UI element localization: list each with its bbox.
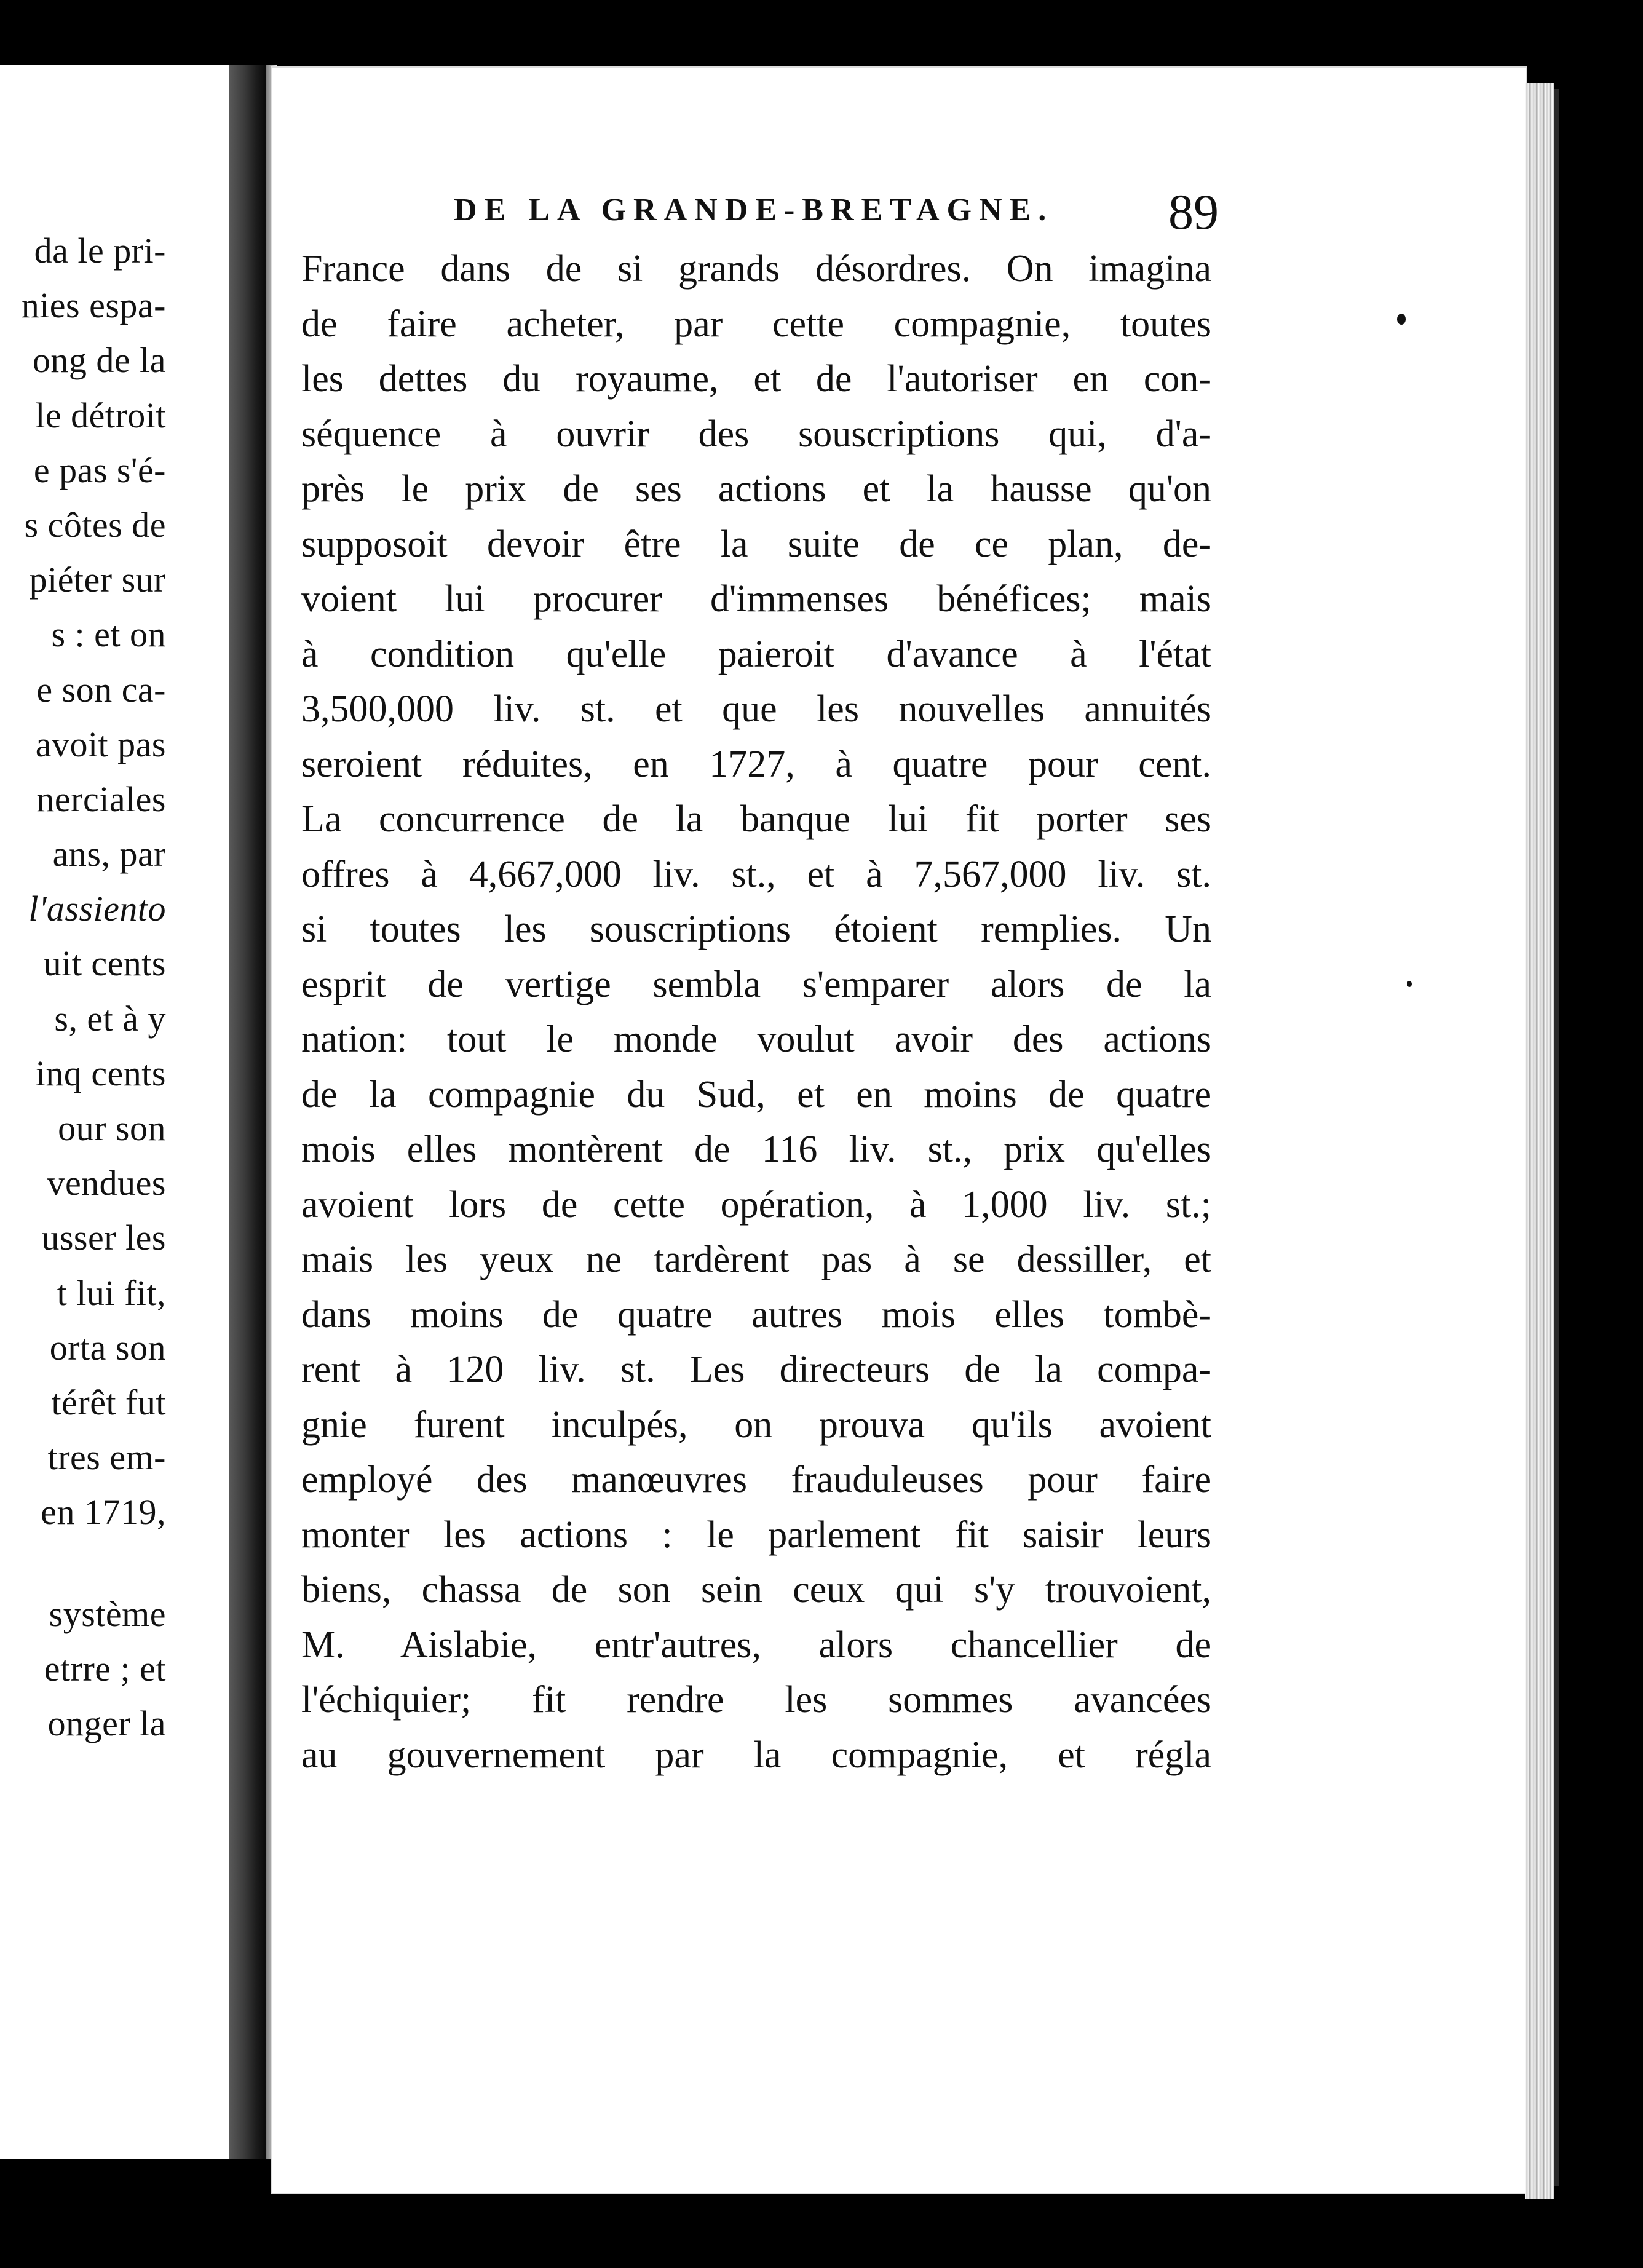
left-page-text [22,223,166,1751]
left-text-line: uit cents [43,943,166,984]
body-text-line: avoient lors de cette opération, à 1,000 liv. st.; [301,1183,1211,1226]
left-text-line: e son ca- [36,669,166,710]
body-text-line: La concurrence de la banque lui fit porter ses [301,798,1211,840]
body-text-line: gnie furent inculpés, on prouva qu'ils avoient [301,1403,1211,1446]
left-text-line: l'assiento [28,889,166,929]
body-text-line: M. Aislabie, entr'autres, alors chancellier de [301,1624,1211,1666]
left-text-line: da le pri- [34,231,166,271]
body-text-line: les dettes du royaume, et de l'autoriser en con- [301,358,1211,400]
left-text-line: orta son [49,1327,166,1368]
body-text-line: séquence à ouvrir des souscriptions qui, d'a- [301,413,1211,455]
body-text-line: au gouvernement par la compagnie, et régla [301,1734,1211,1776]
body-text-line: nation: tout le monde voulut avoir des actions [301,1018,1211,1060]
body-text-line: voient lui procurer d'immenses bénéfices; mais [301,578,1211,620]
body-text-line: employé des manœuvres frauduleuses pour faire [301,1459,1211,1501]
body-text-line: 3,500,000 liv. st. et que les nouvelles annuités [301,688,1211,730]
left-text-line: usser les [41,1218,166,1258]
body-text-line: supposoit devoir être la suite de ce plan, de- [301,523,1211,565]
left-text-line: système [49,1593,166,1634]
left-text-line: tres em- [47,1437,166,1478]
left-text-line: e pas s'é- [33,450,166,490]
body-text-line: biens, chassa de son sein ceux qui s'y trouvoient, [301,1569,1211,1611]
left-text-line: t lui fit, [57,1272,166,1313]
body-text-line: monter les actions : le parlement fit saisir leurs [301,1513,1211,1556]
left-text-line: s côtes de [24,504,166,545]
left-text-line: etrre ; et [44,1648,166,1689]
left-text-line: ans, par [52,834,166,874]
ink-speck [1407,981,1412,987]
left-text-line: nies espa- [21,285,166,326]
body-text-line: de faire acheter, par cette compagnie, toutes [301,303,1211,345]
body-text-line: à condition qu'elle paieroit d'avance à l'état [301,633,1211,675]
body-text-line: esprit de vertige sembla s'emparer alors de la [301,963,1211,1005]
body-text-line: France dans de si grands désordres. On imagina [301,248,1211,290]
page-edge-shadow [1554,89,1559,2186]
left-text-line: our son [58,1108,166,1148]
page-number: 89 [1168,184,1219,240]
left-text-line: térêt fut [51,1382,166,1422]
body-text-line: offres à 4,667,000 liv. st., et à 7,567,000 liv. st. [301,853,1211,895]
body-text-line: si toutes les souscriptions étoient remplies. Un [301,908,1211,950]
body-text-line: rent à 120 liv. st. Les directeurs de la compa- [301,1349,1211,1390]
left-text-line: avoit pas [35,724,166,764]
left-text-line: en 1719, [41,1492,166,1532]
body-text-line: seroient réduites, en 1727, à quatre pour cent. [301,743,1211,785]
ink-speck [1397,314,1406,325]
left-text-line: s, et à y [54,998,166,1039]
left-text-line: onger la [47,1703,166,1743]
left-text-line: vendues [47,1163,166,1203]
book-gutter [229,65,266,2159]
left-text-line: piéter sur [29,560,166,600]
body-text-line: dans moins de quatre autres mois elles tombè- [301,1293,1211,1336]
left-text-line: s : et on [51,614,166,655]
body-text-line: près le prix de ses actions et la hausse qu'on [301,468,1211,510]
body-text [301,242,1211,1783]
left-text-line: le détroit [35,395,166,435]
body-text-line: de la compagnie du Sud, et en moins de quatre [301,1073,1211,1116]
left-text-line: nerciales [36,779,166,819]
page-stack-edge [1525,83,1554,2199]
body-text-line: l'échiquier; fit rendre les sommes avancées [301,1679,1211,1721]
left-text-line: inq cents [35,1053,166,1093]
left-facing-page [0,65,229,2159]
running-head: DE LA GRANDE-BRETAGNE. [454,192,1054,228]
body-text-line: mois elles montèrent de 116 liv. st., prix qu'elles [301,1128,1211,1170]
body-text-line: mais les yeux ne tardèrent pas à se dessiller, et [301,1239,1211,1280]
left-text-line: ong de la [32,340,166,381]
